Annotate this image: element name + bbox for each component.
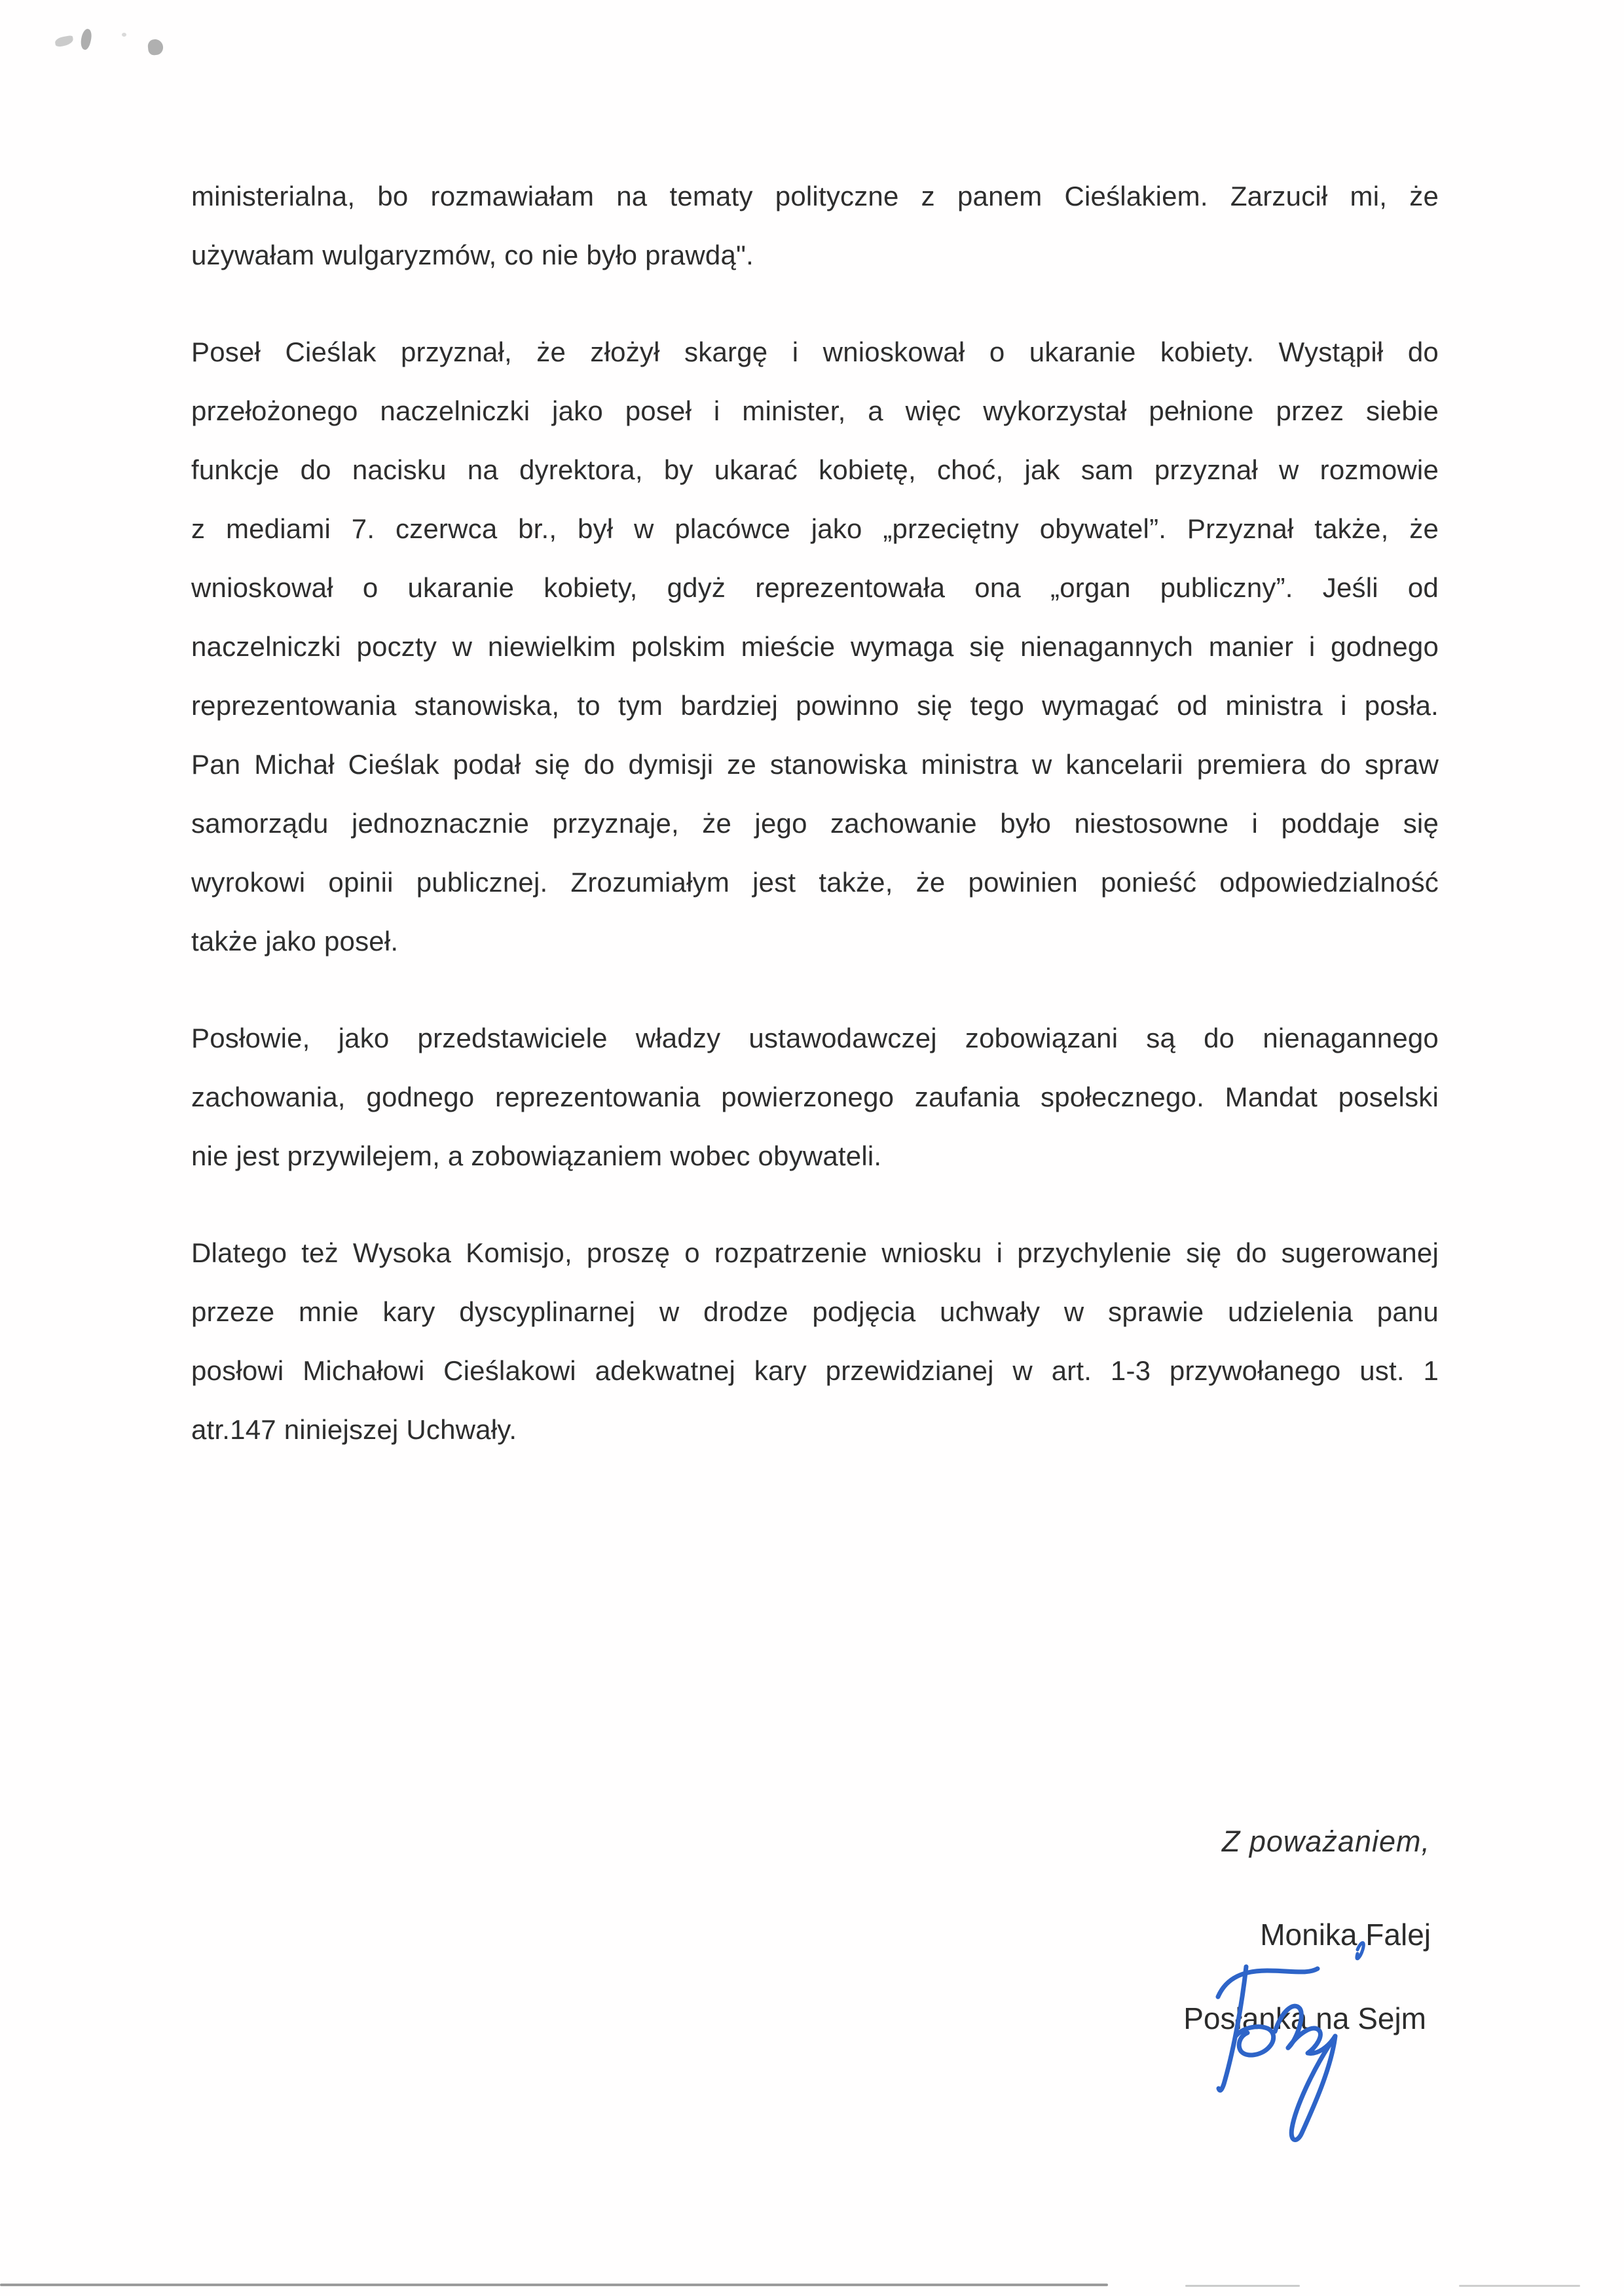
text-line: wyrokowi opinii publicznej. Zrozumiałym jest także, że powinien ponieść odpowiedzialność (191, 867, 1439, 898)
signer-title: Posłanka na Sejm (1183, 2001, 1426, 2035)
text-line: reprezentowania stanowiska, to tym bardziej powinno się tego wymagać od ministra i posła. (191, 690, 1439, 721)
text-line: Pan Michał Cieślak podał się do dymisji ze stanowiska ministra w kancelarii premiera do spraw (191, 749, 1439, 780)
text-line: także jako poseł. (191, 926, 399, 957)
text-line: zachowania, godnego reprezentowania powierzonego zaufania społecznego. Mandat poselski (191, 1082, 1439, 1112)
scan-edge-line (0, 2284, 1108, 2286)
text-line: Poseł Cieślak przyznał, że złożył skargę i wnioskował o ukaranie kobiety. Wystąpił do (191, 337, 1439, 367)
scan-edge-line (1459, 2285, 1580, 2287)
scan-smudge (54, 35, 74, 48)
signer-name: Monika Falej (1260, 1918, 1431, 1952)
closing-phrase: Z poważaniem, (1221, 1825, 1430, 1858)
scan-smudge (147, 39, 164, 56)
letter-body (191, 167, 1439, 1497)
text-line: używałam wulgaryzmów, co nie było prawdą". (191, 240, 754, 270)
paragraph (191, 323, 1439, 971)
text-line: Dlatego też Wysoka Komisjo, proszę o rozpatrzenie wniosku i przychylenie się do sugerowanej (191, 1237, 1439, 1268)
paragraph (191, 1009, 1439, 1186)
scan-smudge (79, 28, 93, 51)
text-line: samorządu jednoznacznie przyznaje, że jego zachowanie było niestosowne i poddaje się (191, 808, 1439, 839)
text-line: przeze mnie kary dyscyplinarnej w drodze podjęcia uchwały w sprawie udzielenia panu (191, 1296, 1439, 1327)
scan-smudge (122, 33, 126, 37)
paragraph (191, 167, 1439, 285)
signature-handwriting (1208, 1937, 1375, 2146)
text-line: naczelniczki poczty w niewielkim polskim mieście wymaga się nienagannych manier i godnego (191, 631, 1439, 662)
text-line: wnioskował o ukaranie kobiety, gdyż reprezentowała ona „organ publiczny”. Jeśli od (191, 572, 1439, 603)
text-line: ministerialna, bo rozmawiałam na tematy polityczne z panem Cieślakiem. Zarzucił mi, że (191, 181, 1439, 211)
text-line: Posłowie, jako przedstawiciele władzy ustawodawczej zobowiązani są do nienagannego (191, 1023, 1439, 1053)
text-line: funkcje do nacisku na dyrektora, by ukarać kobietę, choć, jak sam przyznał w rozmowie (191, 454, 1439, 485)
text-line: z mediami 7. czerwca br., był w placówce jako „przeciętny obywatel”. Przyznał także, że (191, 513, 1439, 544)
text-line: nie jest przywilejem, a zobowiązaniem wobec obywateli. (191, 1140, 882, 1171)
paragraph (191, 1224, 1439, 1459)
scan-edge-line (1185, 2285, 1300, 2287)
text-line: posłowi Michałowi Cieślakowi adekwatnej kary przewidzianej w art. 1-3 przywołanego ust. 1 (191, 1355, 1439, 1386)
text-line: atr.147 niniejszej Uchwały. (191, 1414, 517, 1445)
text-line: przełożonego naczelniczki jako poseł i minister, a więc wykorzystał pełnione przez siebie (191, 395, 1439, 426)
